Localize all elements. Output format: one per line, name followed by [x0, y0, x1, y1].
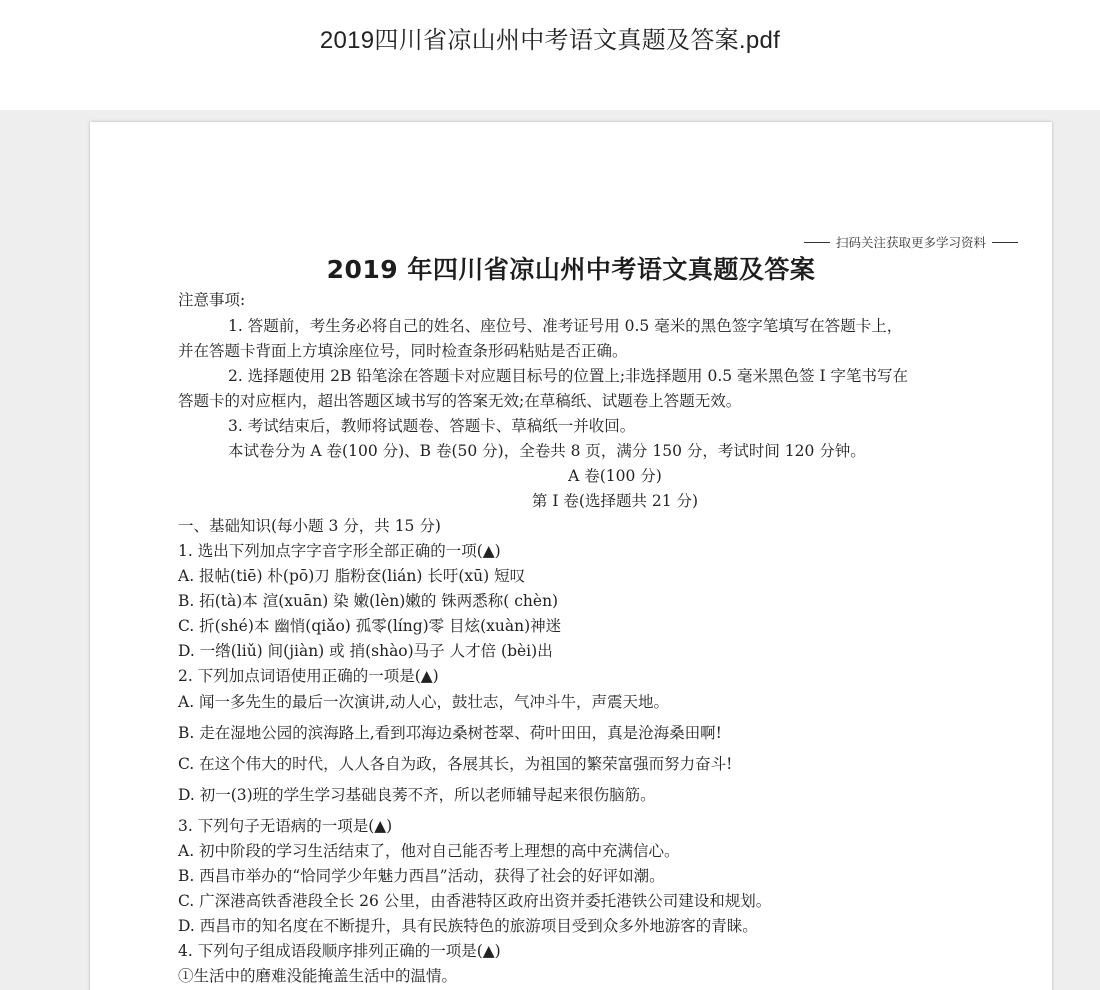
tagline-rule-right	[992, 242, 1018, 243]
question-line: 1. 选出下列加点字字音字形全部正确的一项(▲)	[178, 542, 501, 560]
option-line: B. 走在湿地公园的滨海路上,看到邛海边桑树苍翠、荷叶田田，真是沧海桑田啊!	[178, 724, 722, 742]
doc-line: ①生活中的磨难没能掩盖生活中的温情。	[178, 967, 458, 985]
option-line: C. 折(shé)本 幽悄(qiǎo) 孤零(líng)零 目炫(xuàn)神迷	[178, 617, 562, 635]
tagline-rule-left	[804, 242, 830, 243]
doc-line: 本试卷分为 A 卷(100 分)、B 卷(50 分)，全卷共 8 页，满分 150 分，考试时间 120 分钟。	[228, 442, 866, 460]
option-line: C. 在这个伟大的时代，人人各自为政，各展其长，为祖国的繁荣富强而努力奋斗!	[178, 755, 733, 773]
option-line: D. 一绺(liǔ) 间(jiàn) 或 捎(shào)马子 人才倍 (bèi)出	[178, 642, 553, 660]
option-line: A. 初中阶段的学习生活结束了，他对自己能否考上理想的高中充满信心。	[178, 842, 680, 860]
scan-tagline	[798, 233, 1024, 251]
option-line: A. 闻一多先生的最后一次演讲,动人心，鼓壮志，气冲斗牛，声震天地。	[178, 693, 669, 711]
file-title: 2019四川省凉山州中考语文真题及答案.pdf	[319, 27, 781, 54]
doc-line: 2. 选择题使用 2B 铅笔涂在答题卡对应题目标号的位置上;非选择题用 0.5 毫米黑色签 I 字笔书写在	[228, 367, 909, 385]
section-heading: A 卷(100 分)	[568, 467, 662, 485]
notice-heading: 注意事项:	[178, 291, 246, 309]
question-line: 4. 下列句子组成语段顺序排列正确的一项是(▲)	[178, 942, 501, 960]
question-line: 2. 下列加点词语使用正确的一项是(▲)	[178, 667, 439, 685]
section-heading: 第 I 卷(选择题共 21 分)	[531, 492, 699, 510]
option-line: D. 西昌市的知名度在不断提升，具有民族特色的旅游项目受到众多外地游客的青睐。	[178, 917, 758, 935]
option-line: D. 初一(3)班的学生学习基础良莠不齐，所以老师辅导起来很伤脑筋。	[178, 786, 656, 804]
option-line: B. 西昌市举办的“恰同学少年魅力西昌”活动，获得了社会的好评如潮。	[178, 867, 665, 885]
option-line: A. 报帖(tiē) 朴(pō)刀 脂粉奁(lián) 长吁(xū) 短叹	[178, 567, 526, 585]
doc-line: 答题卡的对应框内，超出答题区域书写的答案无效;在草稿纸、试题卷上答题无效。	[178, 392, 742, 410]
question-line: 3. 下列句子无语病的一项是(▲)	[178, 817, 393, 835]
doc-line: 并在答题卡背面上方填涂座位号，同时检查条形码粘贴是否正确。	[178, 342, 628, 360]
doc-line: 1. 答题前，考生务必将自己的姓名、座位号、准考证号用 0.5 毫米的黑色签字笔填写在答题卡上，	[228, 317, 903, 335]
option-line: C. 广深港高铁香港段全长 26 公里，由香港特区政府出资并委托港铁公司建设和规划。	[178, 892, 772, 910]
pdf-page	[90, 122, 1052, 990]
doc-line: 3. 考试结束后，教师将试题卷、答题卡、草稿纸一并收回。	[228, 417, 636, 435]
title-bar	[0, 0, 1100, 110]
document-canvas[interactable]	[0, 110, 1100, 990]
tagline-text: 扫码关注获取更多学习资料	[835, 235, 986, 250]
document-title: 2019 年四川省凉山州中考语文真题及答案	[326, 255, 816, 284]
doc-line: 一、基础知识(每小题 3 分，共 15 分)	[178, 517, 441, 535]
option-line: B. 拓(tà)本 渲(xuān) 染 嫩(lèn)嫩的 铢两悉称( chèn)	[178, 592, 559, 610]
